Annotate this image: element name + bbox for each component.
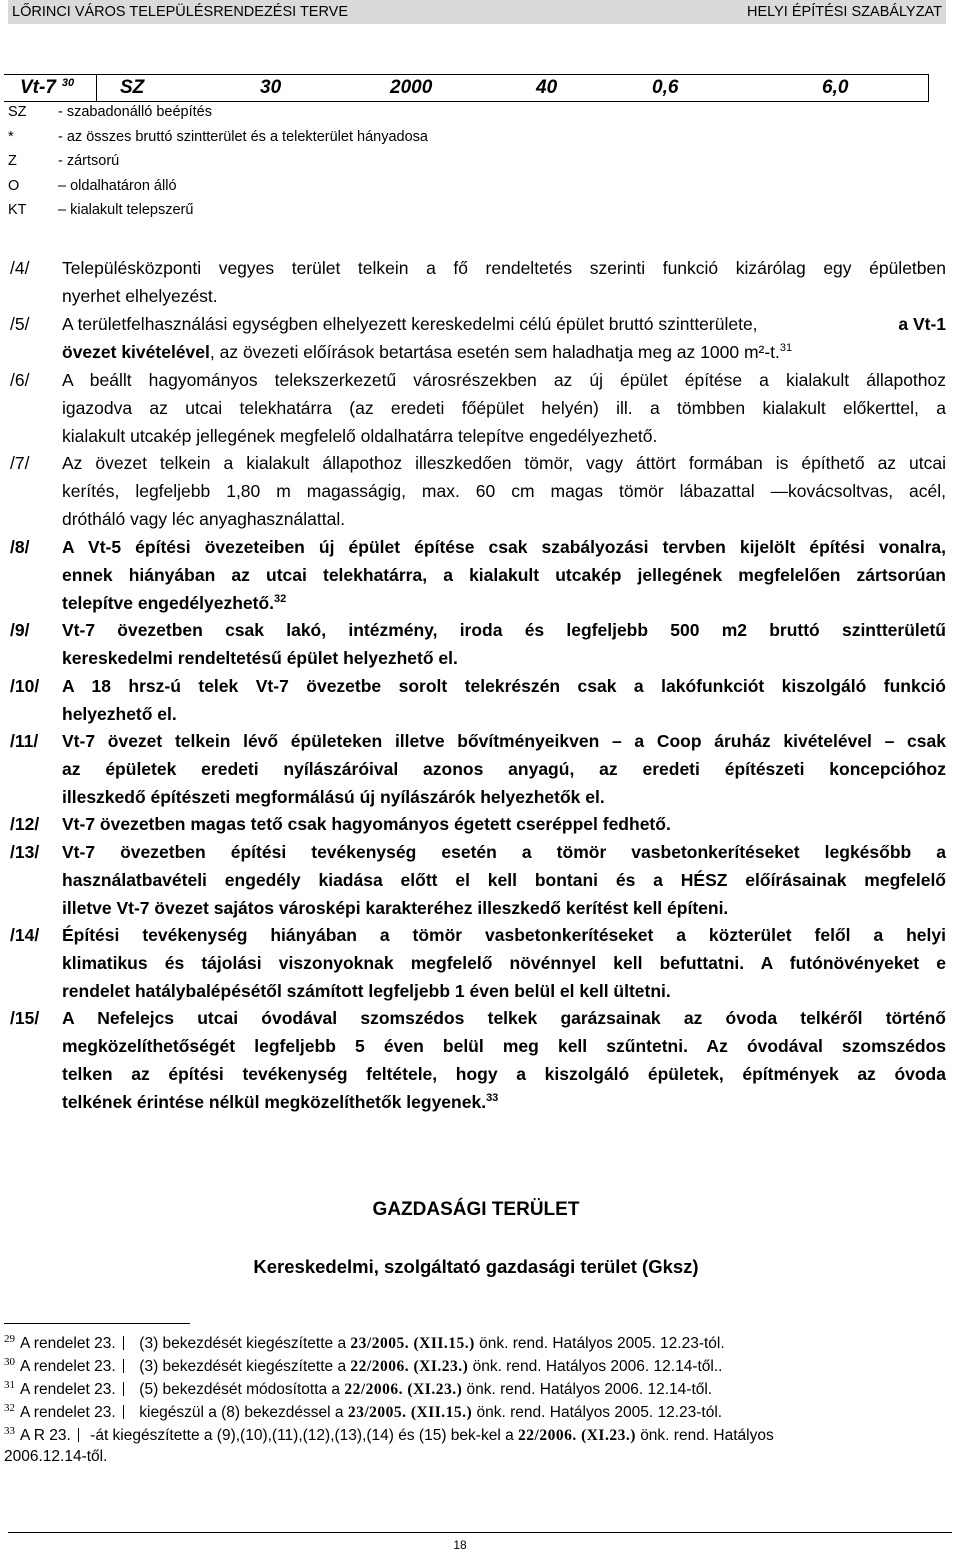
section-sign-icon	[123, 1359, 132, 1373]
section-sign-icon	[123, 1382, 132, 1396]
page-footer-line	[8, 1532, 952, 1533]
section-sign-icon	[123, 1336, 132, 1350]
footnote: $^{33}$ A R 23. -át kiegészítette a (9),(10),(11),(12),(13),(14) és (15) bek-kel a 22/2006. (XI.23.) önk. rend. Hatályos	[4, 1425, 774, 1444]
zone-code: Vt-7 $^{30}$	[20, 77, 75, 98]
page-number: 18	[453, 1538, 467, 1552]
max-height-value: 6,0	[822, 77, 849, 98]
section-heading: GAZDASÁGI TERÜLET	[372, 1199, 580, 1220]
coverage-value: 40	[536, 77, 558, 98]
subsection-heading: Kereskedelmi, szolgáltató gazdasági terület (Gksz)	[253, 1256, 699, 1277]
zone-parameter-row	[4, 74, 929, 102]
footnote: $^{29}$ A rendelet 23. (3) bekezdését kiegészítette a 23/2005. (XII.15.) önk. rend. Hatályos 2005. 12.23-tól.	[4, 1333, 725, 1352]
section-sign-icon	[123, 1405, 132, 1419]
footnote-separator	[4, 1323, 190, 1324]
footnote-continuation: 2006.12.14-től.	[4, 1448, 108, 1465]
footnote: $^{32}$ A rendelet 23. kiegészül a (8) bekezdéssel a 23/2005. (XII.15.) önk. rend. Hatályos 2005. 12.23-tól.	[4, 1402, 723, 1421]
height-value: 30	[260, 77, 282, 98]
density-value: 0,6	[652, 77, 679, 98]
footnote: $^{31}$ A rendelet 23. (5) bekezdését módosította a 22/2006. (XI.23.) önk. rend. Hatályos 2006. 12.14-től.	[4, 1379, 713, 1398]
building-type: SZ	[120, 77, 145, 98]
footnote: $^{30}$ A rendelet 23. (3) bekezdését kiegészítette a 22/2006. (XI.23.) önk. rend. Hatályos 2006. 12.14-től..	[4, 1356, 723, 1375]
page-header	[8, 0, 946, 24]
area-value: 2000	[390, 77, 433, 98]
header-right-title: HELYI ÉPÍTÉSI SZABÁLYZAT	[747, 4, 942, 20]
header-left-title: LŐRINCI VÁROS TELEPÜLÉSRENDEZÉSI TERVE	[12, 4, 349, 20]
section-sign-icon	[78, 1428, 87, 1442]
